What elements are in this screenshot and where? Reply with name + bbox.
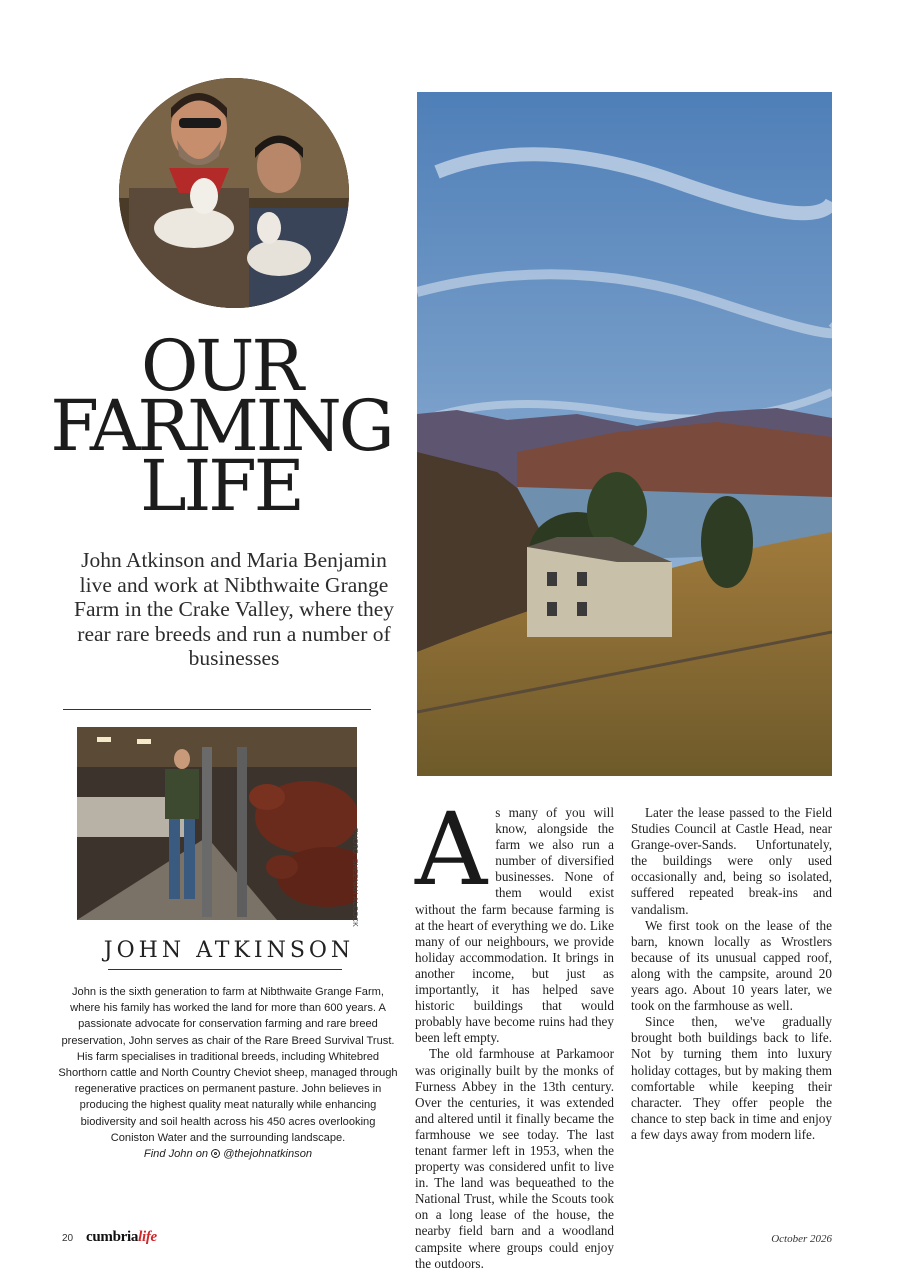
paragraph-text: s many of you will know, alongside the farm we also run a number of diversified businesses. None of them would exist without the farm because farming is at the heart of everything we do. Like many of our neighbours, we provide holiday accommodation. It brings in another income, but just as importantly, it has helped save historic buildings that would probably have become ruins had they been left empty. [415,805,614,1046]
title-line: OUR [140,325,302,407]
landscape-photo [417,92,832,776]
brand-main: cumbria [86,1229,139,1245]
portrait-illustration [119,78,349,308]
bio-heading: JOHN ATKINSON [103,938,355,963]
social-handle[interactable]: @thejohnatkinson [223,1148,313,1161]
issue-date: October 2026 [771,1233,832,1245]
drop-cap: A [415,791,488,908]
photo-credit: PHOTO: SHEENAH ALCOCK [351,828,358,928]
instagram-icon [211,1149,220,1158]
divider [63,709,371,710]
article-column-2 [631,805,832,1143]
page-number: 20 [62,1233,74,1244]
article-paragraph: Since then, we've gradually brought both buildings back to life. Not by turning them into luxury holiday cottages, but by making them comfortable while keeping their character. They offer people the chance to step back in time and enjoy a few days away from modern life. [631,1014,832,1142]
article-paragraph: We first took on the lease of the barn, known locally as Wrostlers because of its unusual capped roof, along with the campsite, around 20 years ago. About 10 years later, we took on the farmhouse as well. [631,917,832,1014]
bio-text-block [58,984,398,1162]
article-paragraph [415,791,614,1046]
bio-divider [108,969,342,970]
title-line: LIFE [140,445,302,527]
title-line: FARMING [50,385,392,467]
page-title [40,325,402,527]
portrait-photo [119,78,349,308]
bio-find-line [144,1148,312,1160]
article-paragraph: Later the lease passed to the Field Studies Council at Castle Head, near Grange-over-Sands. Unfortunately, the buildings were only used occasionally and, being so isolated, suffered repeated break-ins and vandalism. [631,805,832,917]
magazine-logo [86,1229,157,1246]
standfirst: John Atkinson and Maria Benjamin live and work at Nibthwaite Grange Farm in the Crake Valley, where they rear rare breeds and run a number of businesses [74,548,395,670]
landscape-illustration [417,92,832,776]
brand-accent: life [138,1229,157,1245]
barn-illustration [77,727,357,920]
bio-find-label: Find John on [143,1148,209,1161]
article-paragraph: The old farmhouse at Parkamoor was originally built by the monks of Furness Abbey in the 13th century. Over the centuries, it was extended and altered until it finally became the farmhouse we see today. The last tenant farmer left in 1953, when the property was considered unfit to live in. The land was bequeathed to the National Trust, while the Scouts took on a long lease of the house, the nearby field barn and a woodland campsite where groups could enjoy the outdoors. [415,1046,614,1271]
barn-photo [77,727,357,920]
article-column-1 [415,791,614,1272]
bio-paragraph: John is the sixth generation to farm at Nibthwaite Grange Farm, where his family has worked the land for more than 600 years. A passionate advocate for conservation farming and rare breed preservation, John serves as chair of the Rare Breed Survival Trust. His farm specialises in traditional breeds, including Whitebred Shorthorn cattle and North Country Cheviot sheep, managed through regenerative practices on permanent pasture. John believes in producing the highest quality meat naturally while enhancing biodiversity and soil health across his 450 acres overlooking Coniston Water and the surrounding landscape. [58,986,398,1144]
